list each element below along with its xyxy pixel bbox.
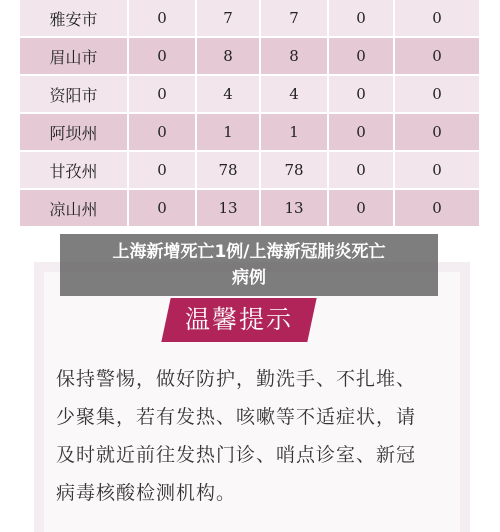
- table-cell: 0: [328, 189, 394, 227]
- table-cell: 0: [394, 113, 480, 151]
- table-cell: 1: [196, 113, 260, 151]
- region-name: 资阳市: [20, 75, 128, 113]
- table-cell: 7: [196, 0, 260, 37]
- case-table: [20, 0, 481, 228]
- table-cell: 1: [260, 113, 328, 151]
- case-table-wrapper: [20, 0, 480, 228]
- table-cell: 0: [128, 113, 196, 151]
- table-cell: 0: [394, 151, 480, 189]
- table-cell: 0: [394, 0, 480, 37]
- table-cell: 7: [260, 0, 328, 37]
- table-row: [20, 0, 480, 37]
- table-cell: 0: [394, 189, 480, 227]
- table-cell: 0: [128, 37, 196, 75]
- table-cell: 0: [328, 113, 394, 151]
- table-cell: 0: [128, 151, 196, 189]
- article-title-line: 上海新增死亡1例/上海新冠肺炎死亡: [112, 242, 386, 262]
- table-cell: 8: [196, 37, 260, 75]
- table-cell: 4: [260, 75, 328, 113]
- notice-text: [56, 360, 456, 512]
- table-cell: 0: [128, 0, 196, 37]
- table-cell: 0: [328, 75, 394, 113]
- notice-line: 及时就近前往发热门诊、哨点诊室、新冠: [56, 444, 417, 466]
- table-cell: 0: [328, 37, 394, 75]
- notice-line: 病毒核酸检测机构。: [56, 482, 237, 504]
- table-cell: 0: [128, 189, 196, 227]
- notice-banner-title: 温馨提示: [184, 305, 293, 334]
- table-cell: 78: [196, 151, 260, 189]
- table-row: [20, 37, 480, 75]
- notice-line: 保持警惕，做好防护，勤洗手、不扎堆、: [56, 368, 417, 390]
- article-title-overlay[interactable]: [60, 234, 438, 296]
- table-cell: 13: [260, 189, 328, 227]
- region-name: 阿坝州: [20, 113, 128, 151]
- region-name: 甘孜州: [20, 151, 128, 189]
- table-cell: 0: [128, 75, 196, 113]
- table-cell: 8: [260, 37, 328, 75]
- table-row: [20, 75, 480, 113]
- region-name: 眉山市: [20, 37, 128, 75]
- table-cell: 78: [260, 151, 328, 189]
- table-row: [20, 189, 480, 227]
- table-cell: 0: [394, 75, 480, 113]
- table-cell: 4: [196, 75, 260, 113]
- table-cell: 0: [328, 151, 394, 189]
- article-title-line: 病例: [232, 268, 266, 288]
- table-cell: 0: [328, 0, 394, 37]
- region-name: 雅安市: [20, 0, 128, 37]
- region-name: 凉山州: [20, 189, 128, 227]
- table-cell: 13: [196, 189, 260, 227]
- table-cell: 0: [394, 37, 480, 75]
- table-row: [20, 113, 480, 151]
- notice-line: 少聚集，若有发热、咳嗽等不适症状，请: [56, 406, 417, 428]
- table-row: [20, 151, 480, 189]
